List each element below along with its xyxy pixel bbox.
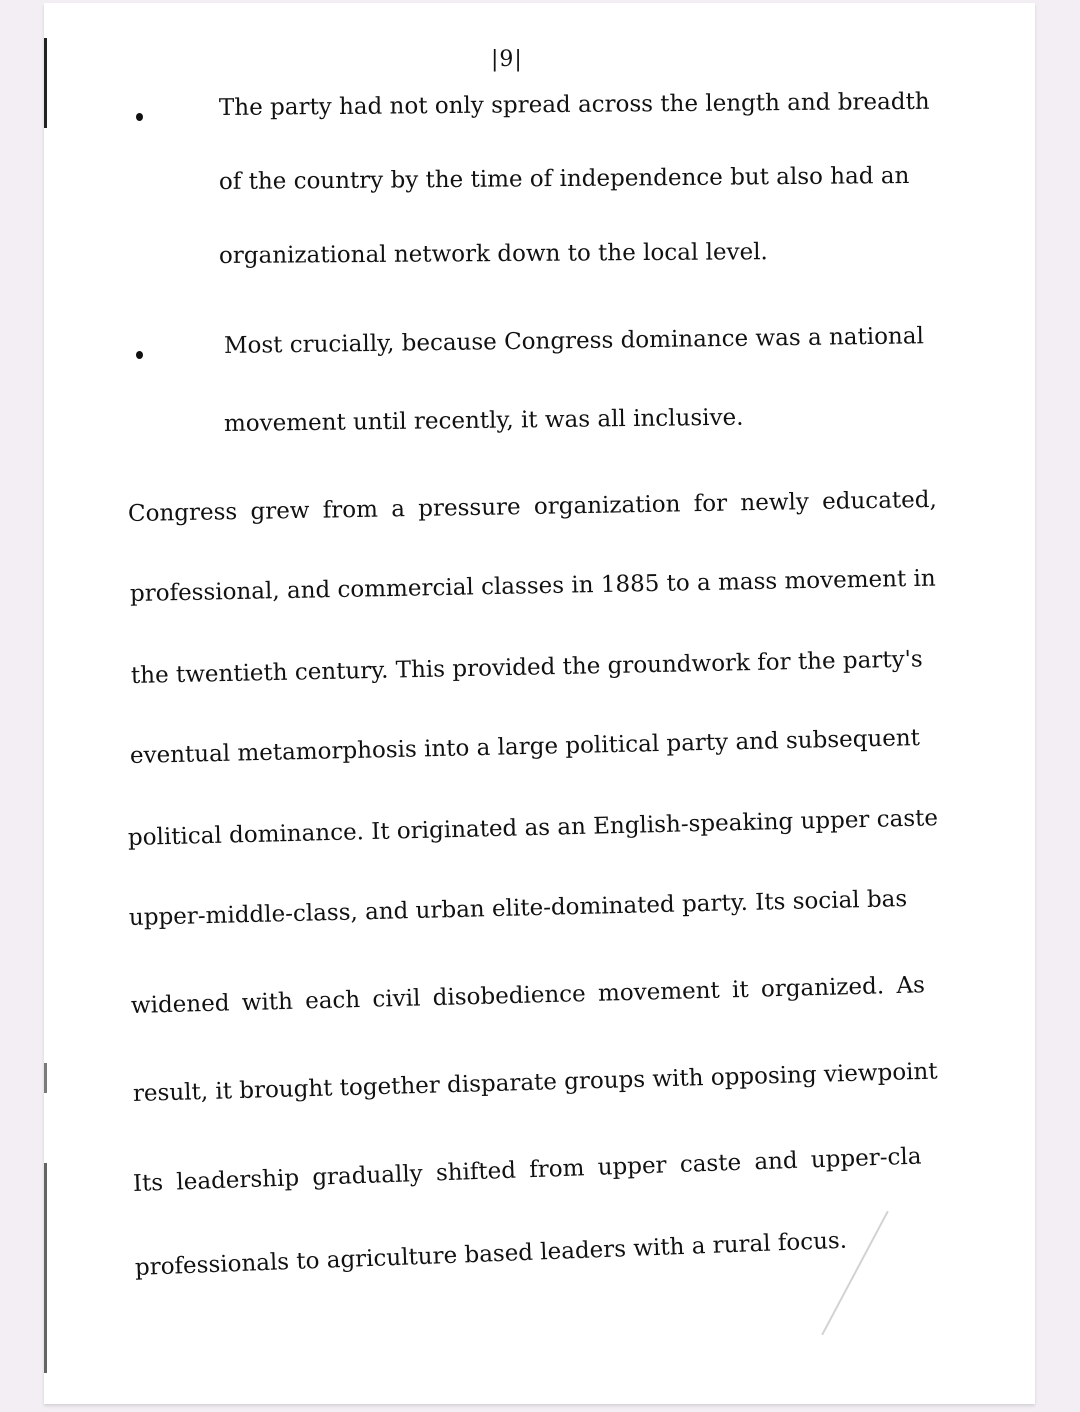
paragraph-line-6: upper-middle-class, and urban elite-dominated party. Its social bas <box>128 885 908 931</box>
page-number: |9| <box>491 47 523 72</box>
bullet-2-line-1: Most crucially, because Congress dominance was a national <box>223 323 925 359</box>
paragraph-line-8: result, it brought together disparate groups with opposing viewpoint <box>132 1058 938 1107</box>
scanned-page <box>44 3 1035 1404</box>
paragraph-line-9: Its leadership gradually shifted from upper caste and upper-cla <box>132 1143 922 1197</box>
paragraph-line-10: professionals to agriculture based leaders with a rural focus. <box>134 1227 848 1281</box>
bullet-1-line-2: of the country by the time of independence but also had an <box>218 162 910 195</box>
bullet-1-line-3: organizational network down to the local level. <box>218 239 768 269</box>
paragraph-line-5: political dominance. It originated as an English-speaking upper caste <box>127 805 939 851</box>
bullet-icon <box>136 351 143 359</box>
bullet-icon <box>136 113 143 121</box>
paragraph-line-3: the twentieth century. This provided the groundwork for the party's <box>130 646 923 689</box>
paragraph-line-7: widened with each civil disobedience movement it organized. As <box>130 972 926 1019</box>
scan-edge-mark <box>44 38 47 128</box>
scan-edge-mark <box>44 1163 47 1373</box>
paragraph-line-2: professional, and commercial classes in 1885 to a mass movement in <box>129 565 936 607</box>
scan-edge-mark <box>44 1063 47 1093</box>
paragraph-line-1: Congress grew from a pressure organization for newly educated, <box>127 486 938 527</box>
bullet-1-line-1: The party had not only spread across the length and breadth <box>218 88 930 121</box>
bullet-2-line-2: movement until recently, it was all inclusive. <box>223 404 744 437</box>
paragraph-line-4: eventual metamorphosis into a large political party and subsequent <box>129 725 921 769</box>
